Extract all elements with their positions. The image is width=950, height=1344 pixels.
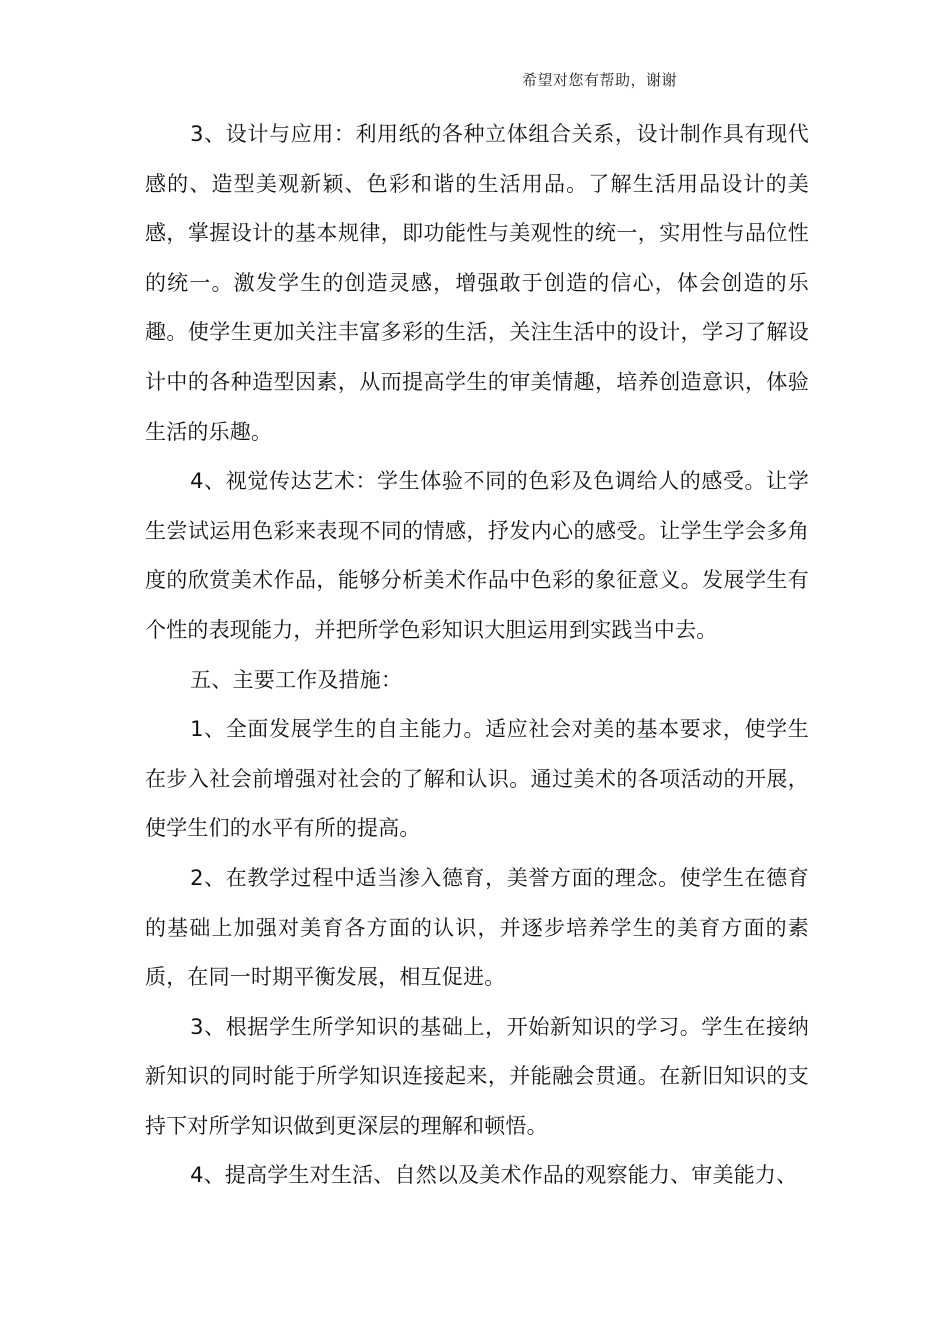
- paragraph-visual-communication: 4、视觉传达艺术：学生体验不同的色彩及色调给人的感受。让学生尝试运用色彩来表现不同的情感，抒发内心的感受。让学生学会多角度的欣赏美术作品，能够分析美术作品中色彩的象征意义。发展学生有个性的表现能力，并把所学色彩知识大胆运用到实践当中去。: [145, 469, 809, 642]
- paragraph-design-application: 3、设计与应用：利用纸的各种立体组合关系，设计制作具有现代感的、造型美观新颖、色彩和谐的生活用品。了解生活用品设计的美感，掌握设计的基本规律，即功能性与美观性的统一，实用性与品位性的统一。激发学生的创造灵感，增强敢于创造的信心，体会创造的乐趣。使学生更加关注丰富多彩的生活，关注生活中的设计，学习了解设计中的各种造型因素，从而提高学生的审美情趣，培养创造意识，体验生活的乐趣。: [145, 122, 809, 444]
- paragraph-measure-2: 2、在教学过程中适当渗入德育，美誉方面的理念。使学生在德育的基础上加强对美育各方面的认识，并逐步培养学生的美育方面的素质，在同一时期平衡发展，相互促进。: [145, 865, 809, 990]
- section-heading-main-work: 五、主要工作及措施：: [190, 667, 403, 692]
- document-body: [145, 110, 809, 1201]
- paragraph-measure-4: 4、提高学生对生活、自然以及美术作品的观察能力、审美能力、: [190, 1163, 798, 1188]
- paragraph-measure-1: 1、全面发展学生的自主能力。适应社会对美的基本要求，使学生在步入社会前增强对社会的了解和认识。通过美术的各项活动的开展，使学生们的水平有所的提高。: [145, 717, 809, 841]
- page-header: 希望对您有帮助，谢谢: [522, 71, 678, 89]
- paragraph-measure-3: 3、根据学生所学知识的基础上，开始新知识的学习。学生在接纳新知识的同时能于所学知识连接起来，并能融会贯通。在新旧知识的支持下对所学知识做到更深层的理解和顿悟。: [145, 1014, 809, 1138]
